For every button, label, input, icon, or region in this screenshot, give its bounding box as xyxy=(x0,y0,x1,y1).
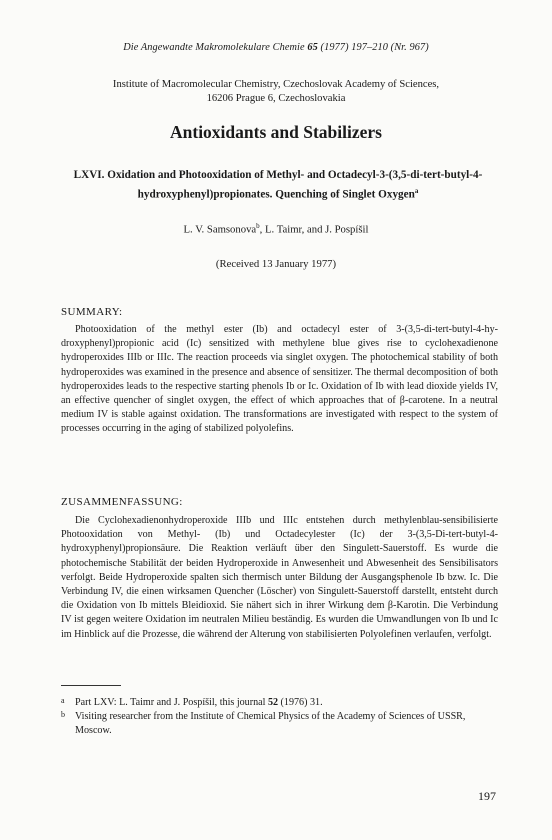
other-authors: , L. Taimr, and J. Pospíšil xyxy=(259,223,369,236)
journal-volume: 65 xyxy=(307,42,318,53)
zusammenfassung-paragraph: Die Cyclohexadienonhydroperoxide IIIb und IIIc entstehen durch methylenblau-sensibilisierte Photooxidation von Methyl- (Ib) und Octadecylester (Ic) der 3-(3,5-Di-tert-butyl-4-hydroxyphenyl)propionsäure. Die Reaktion verläuft über den Singulett-Sauerstoff. Es wurde die photochemische Stabilität der beiden Hydroperoxide in Anwesenheit und Abwesenheit des Sensibilisators verfolgt. Beide Hydroperoxide spalten sich thermisch unter Bildung der Ausgangsphenole Ib bzw. Ic. Die Verbindung IV, die einen wirksamen Quencher (Löscher) von Singulett-Sauerstoff darstellt, entsteht durch die Oxidation von Ib mittels Bleidioxid. Sie nähert sich in ihrer Wirkung dem β-Karotin. Die Verbindung IV ist gegen weitere Oxidation im neutralen Milieu beständig. Es wurden die Umwandlungen von Ib und Ic im Hinblick auf die Prozesse, die während der Alterung von stabilisierten Polyolefinen verlaufen, verfolgt. xyxy=(61,515,498,640)
footnote-a-year: (1976) 31. xyxy=(278,697,323,708)
received-date: (Received 13 January 1977) xyxy=(215,258,337,270)
institute-line-2: 16206 Prague 6, Czechoslovakia xyxy=(206,93,346,104)
journal-header xyxy=(0,42,552,53)
institute-affiliation xyxy=(60,78,492,106)
footnote-a-text: Part LXV: L. Taimr and J. Pospíšil, this journal xyxy=(75,697,268,708)
subtitle-text: LXVI. Oxidation and Photooxidation of Methyl- and Octadecyl-3-(3,5-di-tert-butyl-4-hydroxyphenyl)propionates. Quenching of Singlet Oxygen xyxy=(73,169,483,201)
footnote-divider xyxy=(61,685,121,686)
page-number: 197 xyxy=(478,789,496,803)
journal-name: Die Angewandte Makromolekulare Chemie xyxy=(123,42,305,53)
summary-heading: SUMMARY: xyxy=(61,306,123,318)
paper-title: Antioxidants and Stabilizers xyxy=(170,122,382,142)
author-1-footnote-mark: b xyxy=(256,222,260,230)
footnote-a xyxy=(61,696,498,710)
author-1: L. V. Samsonova xyxy=(183,223,257,236)
institute-line-1: Institute of Macromolecular Chemistry, Czechoslovak Academy of Sciences, xyxy=(112,79,440,90)
footnotes xyxy=(61,696,498,738)
journal-citation: (1977) 197–210 (Nr. 967) xyxy=(320,42,429,53)
footnote-a-mark: a xyxy=(61,696,65,705)
paper-subtitle xyxy=(62,168,494,203)
author-list xyxy=(0,222,552,236)
footnote-b-text: Visiting researcher from the Institute of Chemical Physics of the Academy of Sciences of USSR, Moscow. xyxy=(75,711,466,736)
footnote-b xyxy=(61,710,498,738)
summary-paragraph: Photooxidation of the methyl ester (Ib) and octadecyl ester of 3-(3,5-di-tert-butyl-4-hydroxyphenyl)propionic acid (Ic) sensitized with methylene blue gives rise to cyclohexadienone hydroperoxides IIIb or IIIc. The reaction proceeds via singlet oxygen. The photochemical stability of both hydroperoxides was examined in the presence and absence of sensitizer. The thermal decomposition of both hydroperoxides leads to the respective starting phenols Ib or Ic. Oxidation of Ib with lead dioxide yields IV, an effective quencher of singlet oxygen, the effect of which approaches that of β-carotene. In a neutral medium IV is stable against oxidation. The transformations are investigated with respect to the system of processes occurring in the aging of stabilized polyolefins. xyxy=(61,324,498,435)
subtitle-footnote-mark: a xyxy=(414,186,419,195)
footnote-a-volume: 52 xyxy=(267,697,279,708)
footnote-b-mark: b xyxy=(61,710,65,719)
zusammenfassung-heading: ZUSAMMENFASSUNG: xyxy=(61,496,183,508)
